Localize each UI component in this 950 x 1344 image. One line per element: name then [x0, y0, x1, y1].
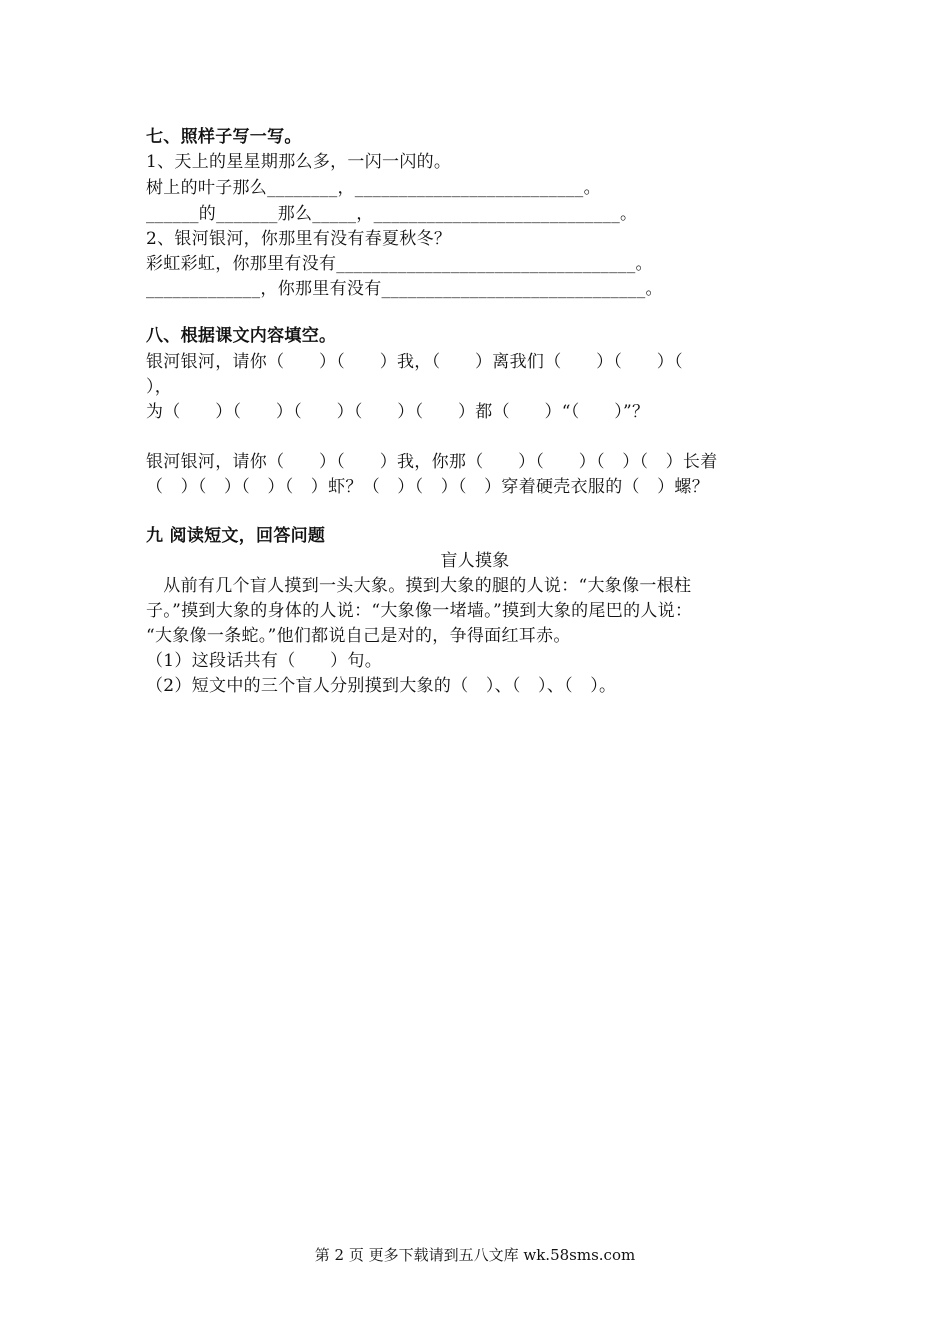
section-8-line: 银河银河，请你（ ）（ ）我，你那（ ）（ ）（ ）（ ）长着	[146, 452, 718, 472]
section-7-line: 1、天上的星星期那么多，一闪一闪的。	[146, 152, 452, 172]
story-line: “大象像一条蛇。”他们都说自己是对的，争得面红耳赤。	[146, 626, 571, 646]
story-line: 子。”摸到大象的身体的人说：“大象像一堵墙。”摸到大象的尾巴的人说：	[146, 601, 693, 621]
section-7-line: 树上的叶子那么________，__________________________。	[146, 178, 601, 198]
section-8-line: 银河银河，请你（ ）（ ）我，（ ）离我们（ ）（ ）（	[146, 352, 683, 372]
section-7-line: 2、银河银河，你那里有没有春夏秋冬？	[146, 229, 452, 249]
section-9-title: 九 阅读短文，回答问题	[146, 526, 326, 546]
section-7-line: 彩虹彩虹，你那里有没有__________________________________。	[146, 254, 653, 274]
story-line: 从前有几个盲人摸到一头大象。摸到大象的腿的人说：“大象像一根柱	[146, 576, 692, 596]
section-7-line: _____________，你那里有没有______________________________。	[146, 279, 663, 299]
story-title: 盲人摸象	[440, 551, 510, 571]
page-footer: 第 2 页 更多下载请到五八文库 wk.58sms.com	[314, 1246, 636, 1264]
section-7-line: ______的_______那么_____，____________________________。	[146, 204, 638, 224]
section-8-line: 为（ ）（ ）（ ）（ ）（ ）都（ ）“（ ）”？	[146, 402, 650, 422]
question-line: （1）这段话共有（ ）句。	[146, 651, 383, 671]
question-line: （2）短文中的三个盲人分别摸到大象的（ ）、（ ）、（ ）。	[146, 676, 617, 696]
section-8-line: （ ）（ ）（ ）（ ）虾？（ ）（ ）（ ）穿着硬壳衣服的（ ）螺？	[146, 477, 709, 497]
section-8-title: 八、根据课文内容填空。	[146, 326, 337, 346]
section-8-line: ），	[146, 377, 173, 397]
section-7-title: 七、照样子写一写。	[146, 127, 302, 147]
